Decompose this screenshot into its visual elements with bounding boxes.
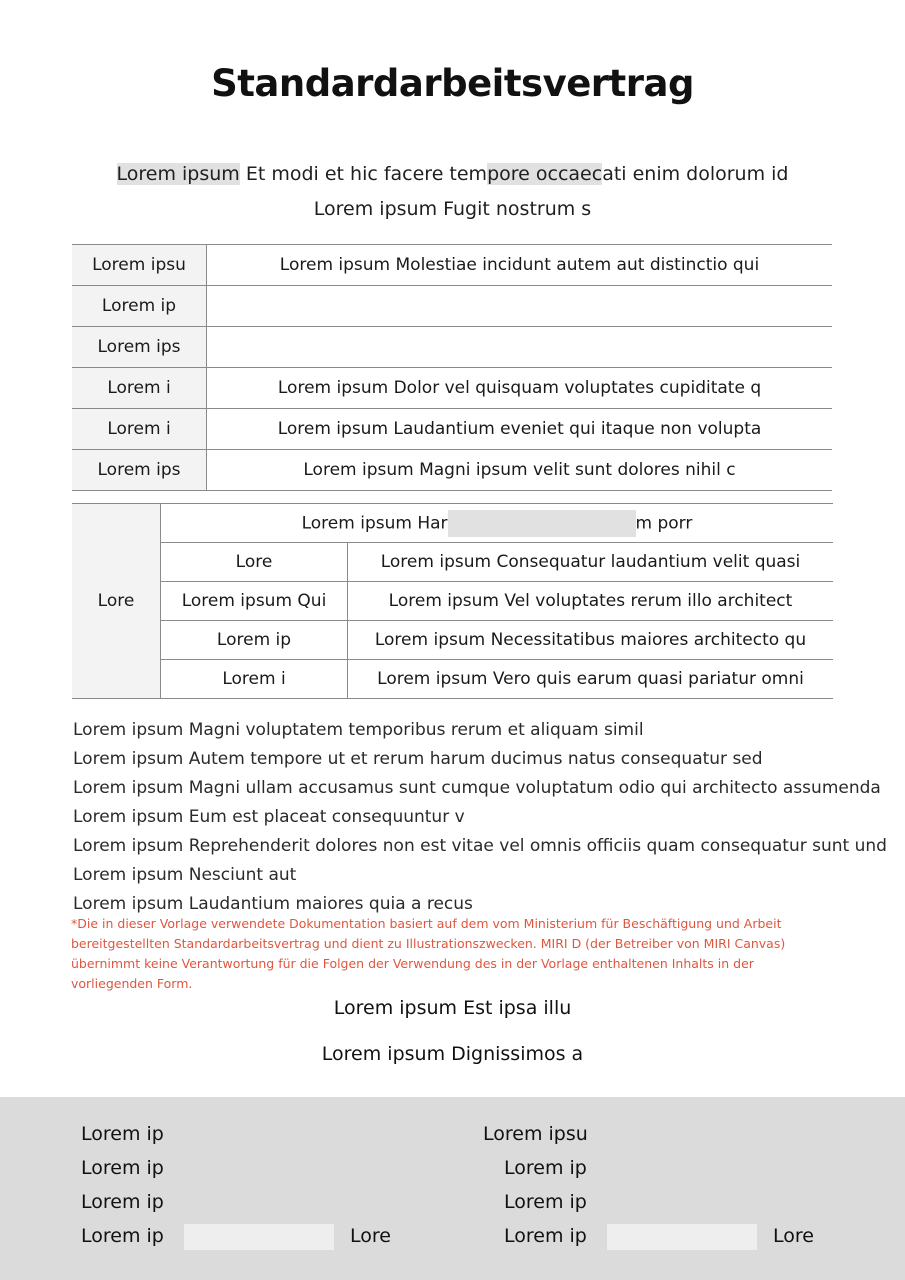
intro-line-2: Lorem ipsum Fugit nostrum s	[313, 198, 592, 220]
table-key: Lorem ipsu	[72, 245, 207, 286]
closing-line-2: Lorem ipsum Dignissimos a	[321, 1043, 584, 1065]
table-row	[72, 660, 833, 699]
paragraph-line: Lorem ipsum Magni ullam accusamus sunt cumque voluptatum odio qui architecto assumenda	[73, 778, 881, 798]
table-value: Lorem ipsum Dolor vel quisquam voluptates cupiditate q	[207, 368, 833, 409]
intro-text-2: ati enim dolorum id	[602, 163, 789, 185]
signature-right-line: Lorem ip	[504, 1225, 587, 1247]
table-row	[72, 504, 833, 543]
signature-left-field[interactable]	[184, 1224, 334, 1250]
table-row	[72, 286, 832, 327]
signature-right-title: Lorem ipsu	[483, 1123, 588, 1145]
table-row	[72, 450, 832, 491]
table-row	[72, 368, 832, 409]
intro-text-1: Et modi et hic facere tem	[239, 163, 488, 185]
paragraph-line: Lorem ipsum Autem tempore ut et rerum harum ducimus natus consequatur sed	[73, 749, 763, 769]
compensation-table	[72, 503, 833, 699]
contract-info-table	[72, 244, 832, 491]
paragraph-line: Lorem ipsum Magni voluptatem temporibus rerum et aliquam simil	[73, 720, 644, 740]
page-title: Standardarbeitsvertrag	[211, 62, 694, 105]
signature-left-line: Lorem ip	[81, 1225, 164, 1247]
table-header-text-a: Lorem ipsum Har	[301, 513, 448, 533]
intro-line-1	[0, 163, 905, 185]
signature-right-suffix: Lore	[773, 1225, 814, 1247]
table-header-text-b: m porr	[635, 513, 693, 533]
redacted-field	[448, 510, 636, 537]
table-key: Lore	[161, 543, 348, 582]
table-row	[72, 409, 832, 450]
table-key: Lorem i	[72, 409, 207, 450]
table-key: Lorem i	[72, 368, 207, 409]
table-value: Lorem ipsum Magni ipsum velit sunt dolores nihil c	[207, 450, 833, 491]
signature-right-line: Lorem ip	[504, 1191, 587, 1213]
table-row	[72, 621, 833, 660]
signature-left-suffix: Lore	[350, 1225, 391, 1247]
table-row	[72, 543, 833, 582]
signature-right-line: Lorem ip	[504, 1157, 587, 1179]
disclaimer-note: *Die in dieser Vorlage verwendete Dokumentation basiert auf dem vom Ministerium für Beschäftigung und Arbeit bereitgestellten Standardarbeitsvertrag und dient zu Illustrationszwecken. MIRI D (der Betreiber von MIRI Canvas) übernimmt keine Verantwortung für die Folgen der Verwendung des in der Vorlage enthaltenen Inhalts in der vorliegenden Form.	[71, 916, 786, 991]
table-value: Lorem ipsum Laudantium eveniet qui itaque non volupta	[207, 409, 833, 450]
table-header	[161, 504, 834, 543]
table-key: Lorem ips	[72, 327, 207, 368]
intro-highlight-2: pore occaec	[487, 163, 603, 185]
group-label: Lore	[72, 504, 161, 699]
table-key: Lorem i	[161, 660, 348, 699]
paragraph-line: Lorem ipsum Eum est placeat consequuntur v	[73, 807, 465, 827]
table-row	[72, 245, 832, 286]
signature-left-title: Lorem ip	[81, 1123, 164, 1145]
intro-highlight-1: Lorem ipsum	[116, 163, 240, 185]
paragraph-line: Lorem ipsum Nesciunt aut	[73, 865, 297, 885]
table-row	[72, 582, 833, 621]
table-key: Lorem ips	[72, 450, 207, 491]
table-value: Lorem ipsum Vel voluptates rerum illo architect	[348, 582, 834, 621]
table-value: Lorem ipsum Vero quis earum quasi pariatur omni	[348, 660, 834, 699]
table-value-empty[interactable]	[207, 286, 833, 327]
table-value: Lorem ipsum Necessitatibus maiores architecto qu	[348, 621, 834, 660]
signature-left-line: Lorem ip	[81, 1191, 164, 1213]
table-value-empty[interactable]	[207, 327, 833, 368]
signature-left-line: Lorem ip	[81, 1157, 164, 1179]
table-value: Lorem ipsum Molestiae incidunt autem aut distinctio qui	[207, 245, 833, 286]
signature-right-field[interactable]	[607, 1224, 757, 1250]
closing-line-1: Lorem ipsum Est ipsa illu	[333, 997, 572, 1019]
paragraph-line: Lorem ipsum Reprehenderit dolores non est vitae vel omnis officiis quam consequatur sunt und	[73, 836, 887, 856]
table-key: Lorem ip	[72, 286, 207, 327]
table-value: Lorem ipsum Consequatur laudantium velit quasi	[348, 543, 834, 582]
table-row	[72, 327, 832, 368]
table-key: Lorem ipsum Qui	[161, 582, 348, 621]
paragraph-line: Lorem ipsum Laudantium maiores quia a recus	[73, 894, 473, 914]
table-key: Lorem ip	[161, 621, 348, 660]
